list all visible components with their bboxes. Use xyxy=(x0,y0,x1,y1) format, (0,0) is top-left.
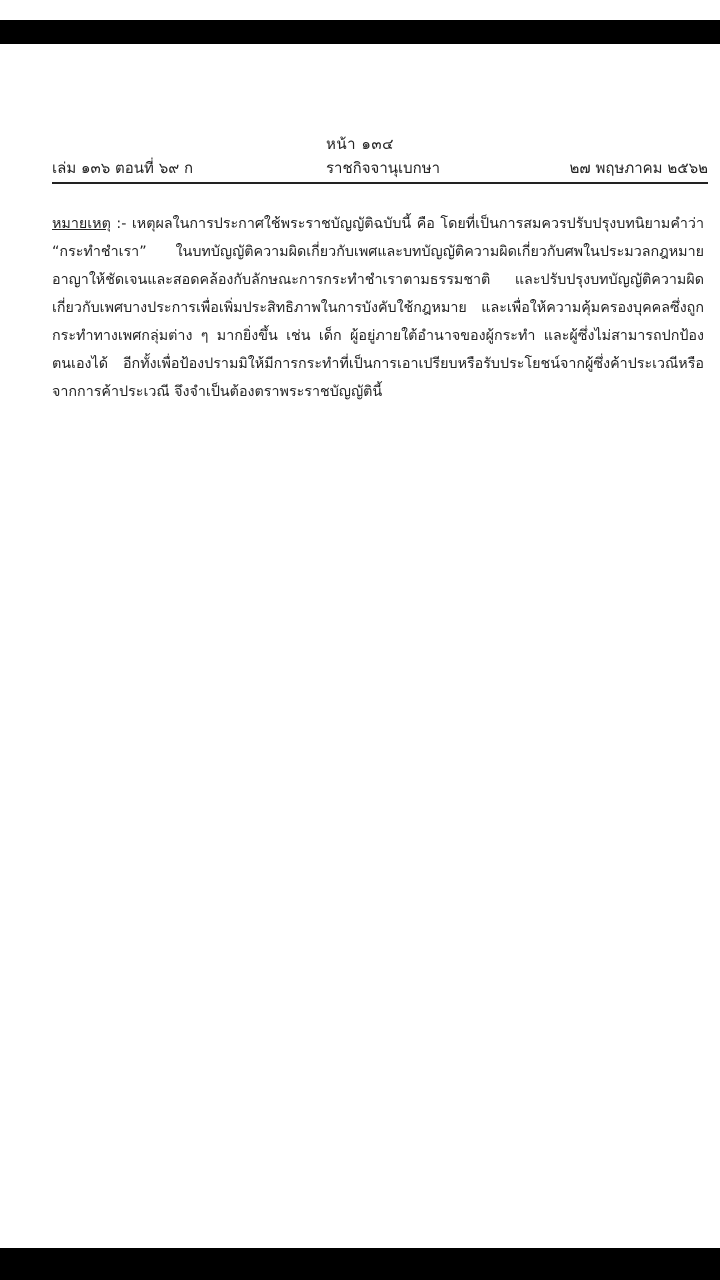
publication-date: ๒๗ พฤษภาคม ๒๕๖๒ xyxy=(569,159,708,177)
gazette-header xyxy=(52,156,708,182)
document-page[interactable] xyxy=(0,44,720,1248)
gazette-name: ราชกิจจานุเบกษา xyxy=(326,159,441,177)
remark-label: หมายเหตุ xyxy=(52,216,111,232)
volume-issue: เล่ม ๑๓๖ ตอนที่ ๖๙ ก xyxy=(52,159,194,177)
remark-paragraph xyxy=(52,210,704,406)
remark-separator: :- xyxy=(110,216,132,232)
page-number: หน้า ๑๓๔ xyxy=(326,135,394,153)
header-divider xyxy=(52,182,708,184)
bottom-black-bar xyxy=(0,1248,720,1280)
remark-text: เหตุผลในการประกาศใช้พระราชบัญญัติฉบับนี้ คือ โดยที่เป็นการสมควรปรับปรุงบทนิยามคำว่า “กระทำชำเรา” ในบทบัญญัติความผิดเกี่ยวกับเพศและบทบัญญัติความผิดเกี่ยวกับศพในประมวลกฎหมายอาญาให้ชัดเจนและสอดคล้องกับลักษณะการกระทำชำเราตามธรรมชาติ และปรับปรุงบทบัญญัติความผิดเกี่ยวกับเพศบางประการเพื่อเพิ่มประสิทธิภาพในการบังคับใช้กฎหมาย และเพื่อให้ความคุ้มครองบุคคลซึ่งถูกกระทำทางเพศกลุ่มต่าง ๆ มากยิ่งขึ้น เช่น เด็ก ผู้อยู่ภายใต้อำนาจของผู้กระทำ และผู้ซึ่งไม่สามารถปกป้องตนเองได้ อีกทั้งเพื่อป้องปรามมิให้มีการกระทำที่เป็นการเอาเปรียบหรือรับประโยชน์จากผู้ซึ่งค้าประเวณีหรือจากการค้าประเวณี จึงจำเป็นต้องตราพระราชบัญญัตินี้ xyxy=(52,216,704,400)
status-bar-strip xyxy=(0,0,720,20)
